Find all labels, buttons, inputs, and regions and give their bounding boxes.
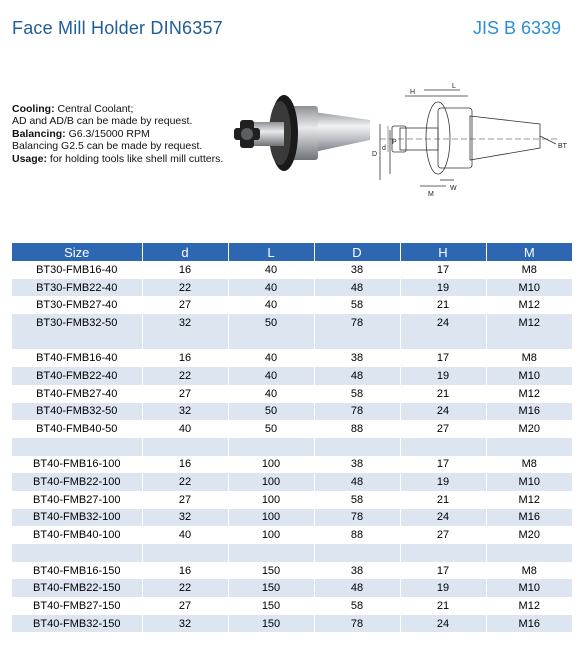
dim-w-label: W <box>450 185 457 192</box>
cell-l: 150 <box>228 615 314 633</box>
cell-big-d: 58 <box>314 491 400 509</box>
cell-h: 21 <box>400 296 486 314</box>
cell-l: 150 <box>228 579 314 597</box>
standard-code: JIS B 6339 <box>472 18 561 38</box>
cell-d: 32 <box>142 615 228 633</box>
cell-l: 40 <box>228 385 314 403</box>
table-row <box>12 473 572 491</box>
cell-size: BT30-FMB27-40 <box>12 296 142 314</box>
cell-l: 100 <box>228 526 314 544</box>
cell-size: BT40-FMB32-50 <box>12 403 142 421</box>
cell-h: 24 <box>400 403 486 421</box>
cell-l: 40 <box>228 261 314 279</box>
cell-d: 22 <box>142 367 228 385</box>
cell-d: 22 <box>142 473 228 491</box>
cell-l: 150 <box>228 562 314 580</box>
table-row <box>12 597 572 615</box>
cell-size: BT40-FMB27-40 <box>12 385 142 403</box>
cell-big-d: 48 <box>314 473 400 491</box>
cell-size: BT40-FMB32-100 <box>12 509 142 527</box>
cell-h: 24 <box>400 615 486 633</box>
table-row <box>12 491 572 509</box>
cell-big-d: 38 <box>314 261 400 279</box>
dim-h-label: H <box>410 89 416 96</box>
cell-h: 19 <box>400 279 486 297</box>
cell-big-d: 38 <box>314 562 400 580</box>
cell-l: 40 <box>228 296 314 314</box>
table-row <box>12 403 572 421</box>
cell-h: 27 <box>400 420 486 438</box>
cell-h: 24 <box>400 314 486 332</box>
cell-d: 22 <box>142 279 228 297</box>
cell-m: M12 <box>486 597 572 615</box>
table-row <box>12 456 572 474</box>
drawing-body <box>438 108 472 168</box>
col-d-header: d <box>142 243 228 261</box>
cell-h: 21 <box>400 491 486 509</box>
cell-d: 32 <box>142 314 228 332</box>
cell-size: BT40-FMB40-50 <box>12 420 142 438</box>
cell-l: 100 <box>228 456 314 474</box>
cell-m: M16 <box>486 403 572 421</box>
cell-size: BT40-FMB16-40 <box>12 349 142 367</box>
cell-big-d: 78 <box>314 615 400 633</box>
cell-d: 32 <box>142 403 228 421</box>
table-row <box>12 526 572 544</box>
col-m-header: M <box>486 243 572 261</box>
screw-head <box>241 128 253 140</box>
cell-size: BT40-FMB32-150 <box>12 615 142 633</box>
cell-m: M16 <box>486 615 572 633</box>
group-separator <box>12 544 572 562</box>
col-l-header: L <box>228 243 314 261</box>
cell-size: BT40-FMB27-100 <box>12 491 142 509</box>
cell-d: 32 <box>142 509 228 527</box>
cell-d: 16 <box>142 562 228 580</box>
cell-d: 27 <box>142 491 228 509</box>
cell-l: 40 <box>228 279 314 297</box>
table-row <box>12 261 572 279</box>
cell-d: 16 <box>142 456 228 474</box>
table-row <box>12 349 572 367</box>
cooling-label: Cooling: <box>12 103 55 115</box>
cell-big-d: 48 <box>314 279 400 297</box>
group-separator <box>12 438 572 456</box>
cell-l: 150 <box>228 597 314 615</box>
cell-d: 16 <box>142 261 228 279</box>
cell-l: 40 <box>228 349 314 367</box>
cell-big-d: 38 <box>314 349 400 367</box>
cell-m: M12 <box>486 491 572 509</box>
cell-size: BT30-FMB32-50 <box>12 314 142 332</box>
cell-m: M10 <box>486 579 572 597</box>
cell-size: BT40-FMB40-100 <box>12 526 142 544</box>
cell-l: 100 <box>228 473 314 491</box>
specs-block <box>12 103 224 165</box>
cell-d: 22 <box>142 579 228 597</box>
coolant-note: AD and AD/B can be made by request. <box>12 115 193 128</box>
col-size-header: Size <box>12 243 142 261</box>
col-big-d-header: D <box>314 243 400 261</box>
table-row <box>12 367 572 385</box>
usage-label: Usage: <box>12 152 48 165</box>
cell-big-d: 58 <box>314 385 400 403</box>
table-row <box>12 314 572 332</box>
cell-l: 50 <box>228 314 314 332</box>
table-row <box>12 385 572 403</box>
cell-big-d: 38 <box>314 456 400 474</box>
cell-m: M20 <box>486 526 572 544</box>
table-row <box>12 279 572 297</box>
table-row <box>12 420 572 438</box>
cell-m: M10 <box>486 473 572 491</box>
cell-big-d: 58 <box>314 296 400 314</box>
dim-l-label: L <box>452 83 456 90</box>
table-row <box>12 579 572 597</box>
cell-big-d: 48 <box>314 579 400 597</box>
dim-m-label: M <box>428 191 434 198</box>
group-separator <box>12 332 572 350</box>
cell-m: M8 <box>486 349 572 367</box>
dim-bt-label: BT <box>558 143 567 150</box>
cell-size: BT30-FMB16-40 <box>12 261 142 279</box>
cell-h: 17 <box>400 562 486 580</box>
cooling-text: Central Coolant; <box>54 103 134 115</box>
cell-big-d: 78 <box>314 403 400 421</box>
cell-big-d: 88 <box>314 526 400 544</box>
cell-d: 27 <box>142 296 228 314</box>
cell-size: BT40-FMB16-150 <box>12 562 142 580</box>
cell-big-d: 58 <box>314 597 400 615</box>
cell-d: 27 <box>142 385 228 403</box>
cell-l: 100 <box>228 509 314 527</box>
product-photo <box>222 82 372 192</box>
technical-drawing <box>360 78 575 213</box>
cell-m: M12 <box>486 296 572 314</box>
cell-h: 19 <box>400 579 486 597</box>
cell-m: M16 <box>486 509 572 527</box>
cell-m: M8 <box>486 456 572 474</box>
balancing-text: G6.3/15000 RPM <box>65 127 150 140</box>
table-row <box>12 296 572 314</box>
cell-m: M10 <box>486 367 572 385</box>
cell-big-d: 78 <box>314 509 400 527</box>
cell-size: BT30-FMB22-40 <box>12 279 142 297</box>
balancing-label: Balancing: <box>12 127 66 140</box>
cell-m: M10 <box>486 279 572 297</box>
col-h-header: H <box>400 243 486 261</box>
cell-h: 17 <box>400 261 486 279</box>
cell-big-d: 48 <box>314 367 400 385</box>
usage-text: for holding tools like shell mill cutters. <box>47 152 224 165</box>
cell-l: 50 <box>228 420 314 438</box>
cell-d: 40 <box>142 420 228 438</box>
balancing-note: Balancing G2.5 can be made by request. <box>12 140 203 153</box>
cell-m: M20 <box>486 420 572 438</box>
cell-h: 24 <box>400 509 486 527</box>
dim-small-d-label: d <box>382 145 386 152</box>
cell-h: 27 <box>400 526 486 544</box>
dim-d-label: D <box>372 151 378 158</box>
cell-h: 21 <box>400 385 486 403</box>
cell-d: 16 <box>142 349 228 367</box>
cell-size: BT40-FMB22-40 <box>12 367 142 385</box>
cell-h: 21 <box>400 597 486 615</box>
size-table <box>12 243 572 632</box>
cell-h: 19 <box>400 473 486 491</box>
drawing-taper <box>470 116 540 160</box>
table-row <box>12 615 572 633</box>
cell-l: 50 <box>228 403 314 421</box>
cell-big-d: 88 <box>314 420 400 438</box>
cell-l: 100 <box>228 491 314 509</box>
cell-l: 40 <box>228 367 314 385</box>
table-row <box>12 509 572 527</box>
cell-size: BT40-FMB16-100 <box>12 456 142 474</box>
table-header-row <box>12 243 572 261</box>
cell-h: 19 <box>400 367 486 385</box>
table-row <box>12 562 572 580</box>
cell-d: 40 <box>142 526 228 544</box>
dim-p-label: P <box>392 139 397 146</box>
cell-h: 17 <box>400 456 486 474</box>
cell-size: BT40-FMB22-100 <box>12 473 142 491</box>
cell-m: M12 <box>486 314 572 332</box>
cell-d: 27 <box>142 597 228 615</box>
cell-m: M8 <box>486 261 572 279</box>
cell-m: M12 <box>486 385 572 403</box>
cell-big-d: 78 <box>314 314 400 332</box>
cell-size: BT40-FMB22-150 <box>12 579 142 597</box>
cell-m: M8 <box>486 562 572 580</box>
cell-size: BT40-FMB27-150 <box>12 597 142 615</box>
cell-h: 17 <box>400 349 486 367</box>
page-title: Face Mill Holder DIN6357 <box>12 18 223 38</box>
